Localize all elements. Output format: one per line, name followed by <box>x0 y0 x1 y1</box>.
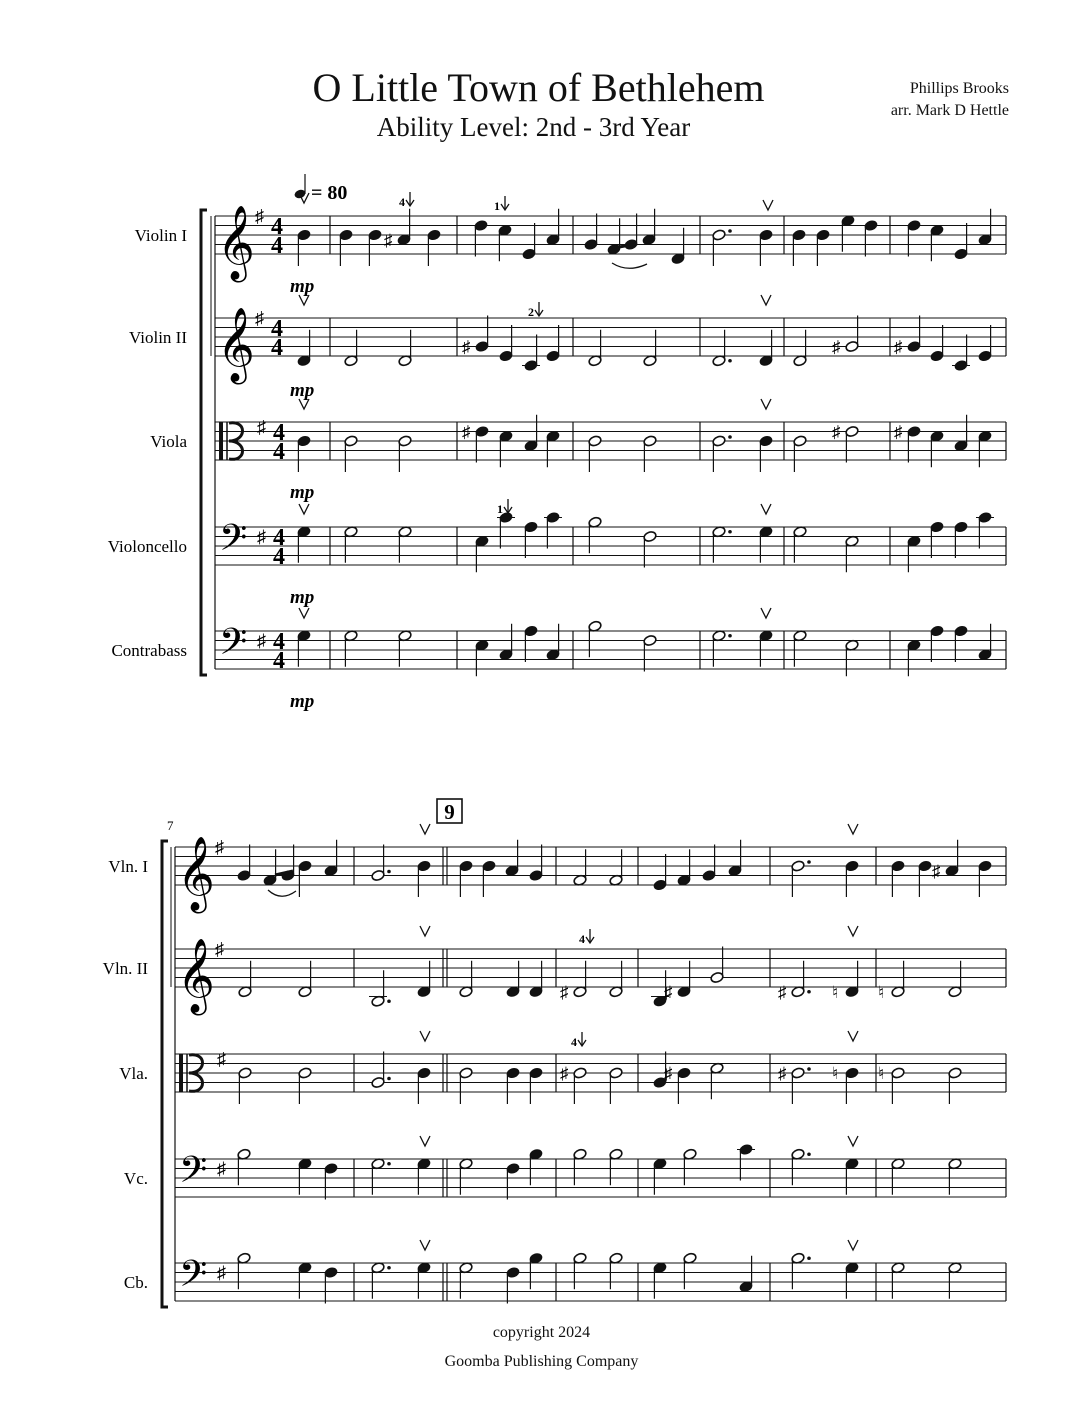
bass-clef: 𝄢 <box>219 622 248 671</box>
dynamic-mp: mp <box>290 380 315 401</box>
fingering-number: 4 <box>399 195 405 209</box>
note-head <box>371 869 385 881</box>
augmentation-dot <box>728 359 732 363</box>
note-head <box>344 435 358 447</box>
note-head <box>588 435 602 447</box>
up-bow-mark <box>420 1031 430 1041</box>
up-bow-mark <box>763 200 773 210</box>
note-head <box>524 625 538 637</box>
time-signature-bottom: 4 <box>273 544 285 570</box>
note-head <box>506 1266 520 1278</box>
treble-clef: 𝄞 <box>217 309 255 380</box>
instrument-label: Violin I <box>134 226 187 245</box>
treble-clef: 𝄞 <box>177 838 215 909</box>
time-signature-top: 4 <box>271 316 283 342</box>
augmentation-dot <box>387 1162 391 1166</box>
bass-clef: 𝄢 <box>219 518 248 567</box>
up-bow-mark <box>848 824 858 834</box>
dynamic-mp: mp <box>290 691 315 712</box>
note-head <box>978 511 992 523</box>
note-head <box>339 229 353 241</box>
note-head <box>907 219 921 231</box>
note-head <box>643 530 657 542</box>
note-head <box>712 229 726 241</box>
note-head <box>791 1067 805 1079</box>
sharp-sign: ♯ <box>560 982 569 1002</box>
up-bow-mark <box>848 1136 858 1146</box>
note-head <box>524 521 538 533</box>
note-head <box>609 1067 623 1079</box>
note-head <box>930 350 944 362</box>
key-signature-sharp: ♯ <box>257 416 266 437</box>
note-head <box>954 625 968 637</box>
note-head <box>702 869 716 881</box>
up-bow-mark <box>420 926 430 936</box>
note-head <box>954 359 968 371</box>
sharp-sign: ♯ <box>664 1064 673 1083</box>
time-signature-top: 4 <box>273 629 285 655</box>
note-head <box>845 860 859 872</box>
note-head <box>978 860 992 872</box>
time-signature-top: 4 <box>271 214 283 240</box>
instrument-label: Viola <box>150 432 187 451</box>
note-head <box>907 340 921 352</box>
bass-clef: 𝄢 <box>179 1150 208 1199</box>
sharp-sign: ♯ <box>832 337 841 357</box>
key-signature-sharp: ♯ <box>217 1048 226 1069</box>
note-head <box>298 860 312 872</box>
sharp-sign: ♯ <box>832 422 841 442</box>
up-bow-mark <box>299 608 309 618</box>
note-head <box>712 435 726 447</box>
augmentation-dot <box>728 229 732 233</box>
note-head <box>238 1067 252 1079</box>
augmentation-dot <box>387 1266 391 1270</box>
note-head <box>954 521 968 533</box>
note-head <box>845 1067 859 1079</box>
time-signature-bottom: 4 <box>273 439 285 465</box>
note-head <box>948 1067 962 1079</box>
note-head <box>474 219 488 231</box>
sharp-sign: ♯ <box>778 1064 787 1083</box>
natural-sign: ♮ <box>832 982 839 1002</box>
note-head <box>475 425 489 437</box>
system-bracket <box>201 210 207 675</box>
note-head <box>864 219 878 231</box>
time-signature-bottom: 4 <box>271 335 283 361</box>
arranger: arr. Mark D Hettle <box>890 102 1009 119</box>
tempo-marking: = 80 <box>311 182 348 204</box>
up-bow-mark <box>848 1240 858 1250</box>
fingering-number: 4 <box>579 932 585 946</box>
bass-clef: 𝄢 <box>179 1254 208 1303</box>
note-head <box>475 340 489 352</box>
instrument-label: Contrabass <box>111 641 187 660</box>
note-head <box>791 860 805 872</box>
key-signature-sharp: ♯ <box>255 308 264 328</box>
sharp-sign: ♯ <box>894 337 903 357</box>
note-head <box>793 435 807 447</box>
sharp-sign: ♯ <box>778 982 787 1002</box>
instrument-label: Vln. II <box>102 959 148 978</box>
fingering-number: 1 <box>494 199 500 213</box>
note-head <box>930 625 944 637</box>
note-head <box>546 511 560 523</box>
note-head <box>891 1067 905 1079</box>
instrument-label: Vla. <box>119 1064 148 1083</box>
note-head <box>237 869 251 881</box>
key-signature-sharp: ♯ <box>217 1262 226 1283</box>
note-head <box>954 248 968 260</box>
treble-clef: 𝄞 <box>177 940 215 1011</box>
note-head <box>710 971 724 983</box>
lyricist: Phillips Brooks <box>909 80 1009 97</box>
sharp-sign: ♯ <box>932 861 941 881</box>
score-title: O Little Town of Bethlehem <box>312 65 765 110</box>
instrument-label: Cb. <box>123 1273 148 1292</box>
note-head <box>930 521 944 533</box>
time-signature-bottom: 4 <box>271 233 283 259</box>
slur <box>268 890 296 896</box>
note-head <box>417 860 431 872</box>
augmentation-dot <box>387 1077 391 1081</box>
instrument-label: Vc. <box>123 1169 148 1188</box>
note-head <box>573 1067 587 1079</box>
sharp-sign: ♯ <box>462 422 471 442</box>
note-head <box>506 1067 520 1079</box>
sharp-sign: ♯ <box>462 337 471 357</box>
note-head <box>759 435 773 447</box>
note-head <box>529 1067 543 1079</box>
note-head <box>845 340 859 352</box>
copyright: copyright 2024 <box>492 1324 591 1341</box>
up-bow-mark <box>761 608 771 618</box>
note-head <box>918 860 932 872</box>
time-signature-bottom: 4 <box>273 648 285 674</box>
dynamic-mp: mp <box>290 482 315 503</box>
augmentation-dot <box>728 435 732 439</box>
note-head <box>643 634 657 646</box>
note-head <box>978 350 992 362</box>
note-head <box>368 229 382 241</box>
up-bow-mark <box>848 926 858 936</box>
up-bow-mark <box>420 824 430 834</box>
up-bow-mark <box>761 399 771 409</box>
fingering-number: 1 <box>497 502 503 516</box>
note-head <box>297 229 311 241</box>
key-signature-sharp: ♯ <box>215 837 224 857</box>
publisher: Goomba Publishing Company <box>444 1353 639 1370</box>
note-head <box>759 229 773 241</box>
note-head <box>816 229 830 241</box>
note-head <box>584 238 598 250</box>
augmentation-dot <box>807 1067 811 1071</box>
note-head <box>845 425 859 437</box>
note-head <box>529 869 543 881</box>
dynamic-mp: mp <box>290 587 315 608</box>
time-signature-top: 4 <box>273 525 285 551</box>
up-bow-mark <box>761 295 771 305</box>
note-head <box>459 860 473 872</box>
score-subtitle: Ability Level: 2nd - 3rd Year <box>376 112 691 142</box>
note-head <box>427 229 441 241</box>
note-head <box>499 350 513 362</box>
note-head <box>546 350 560 362</box>
up-bow-mark <box>420 1240 430 1250</box>
augmentation-dot <box>387 999 391 1003</box>
augmentation-dot <box>728 530 732 534</box>
note-head <box>459 1067 473 1079</box>
note-head <box>522 248 536 260</box>
note-head <box>643 435 657 447</box>
up-bow-mark <box>299 504 309 514</box>
sharp-sign: ♯ <box>894 422 903 442</box>
note-head <box>417 1067 431 1079</box>
augmentation-dot <box>807 1152 811 1156</box>
up-bow-mark <box>848 1031 858 1041</box>
note-head <box>482 860 496 872</box>
augmentation-dot <box>807 1256 811 1260</box>
note-head <box>298 1067 312 1079</box>
natural-sign: ♮ <box>832 1064 839 1083</box>
sharp-sign: ♯ <box>664 982 673 1002</box>
note-head <box>891 860 905 872</box>
note-head <box>371 1076 385 1088</box>
note-head <box>677 1067 691 1079</box>
instrument-label: Vln. I <box>108 857 148 876</box>
note-head <box>506 1162 520 1174</box>
note-head <box>324 1266 338 1278</box>
key-signature-sharp: ♯ <box>217 1158 226 1179</box>
slur <box>612 263 647 268</box>
treble-clef: 𝄞 <box>217 207 255 278</box>
up-bow-mark <box>761 504 771 514</box>
sharp-sign: ♯ <box>384 230 393 250</box>
dynamic-mp: mp <box>290 276 315 297</box>
sharp-sign: ♯ <box>560 1064 569 1083</box>
key-signature-sharp: ♯ <box>257 630 266 651</box>
rehearsal-mark: 9 <box>444 800 455 824</box>
note-head <box>524 359 538 371</box>
key-signature-sharp: ♯ <box>215 939 224 959</box>
up-bow-mark <box>420 1136 430 1146</box>
note-head <box>907 425 921 437</box>
system-bracket <box>162 841 168 1307</box>
note-head <box>653 879 667 891</box>
instrument-label: Violoncello <box>107 537 187 556</box>
natural-sign: ♮ <box>878 1064 885 1083</box>
augmentation-dot <box>807 860 811 864</box>
measure-number: 7 <box>167 818 174 833</box>
natural-sign: ♮ <box>878 982 885 1002</box>
note-head <box>324 1162 338 1174</box>
instrument-label: Violin II <box>129 328 187 347</box>
time-signature-top: 4 <box>273 420 285 446</box>
fingering-number: 4 <box>571 1035 577 1049</box>
augmentation-dot <box>387 870 391 874</box>
note-head <box>792 229 806 241</box>
key-signature-sharp: ♯ <box>255 206 264 226</box>
note-head <box>739 1143 753 1155</box>
key-signature-sharp: ♯ <box>257 526 266 547</box>
note-head <box>398 435 412 447</box>
fingering-number: 2 <box>528 305 534 319</box>
note-head <box>297 435 311 447</box>
augmentation-dot <box>728 634 732 638</box>
augmentation-dot <box>807 990 811 994</box>
